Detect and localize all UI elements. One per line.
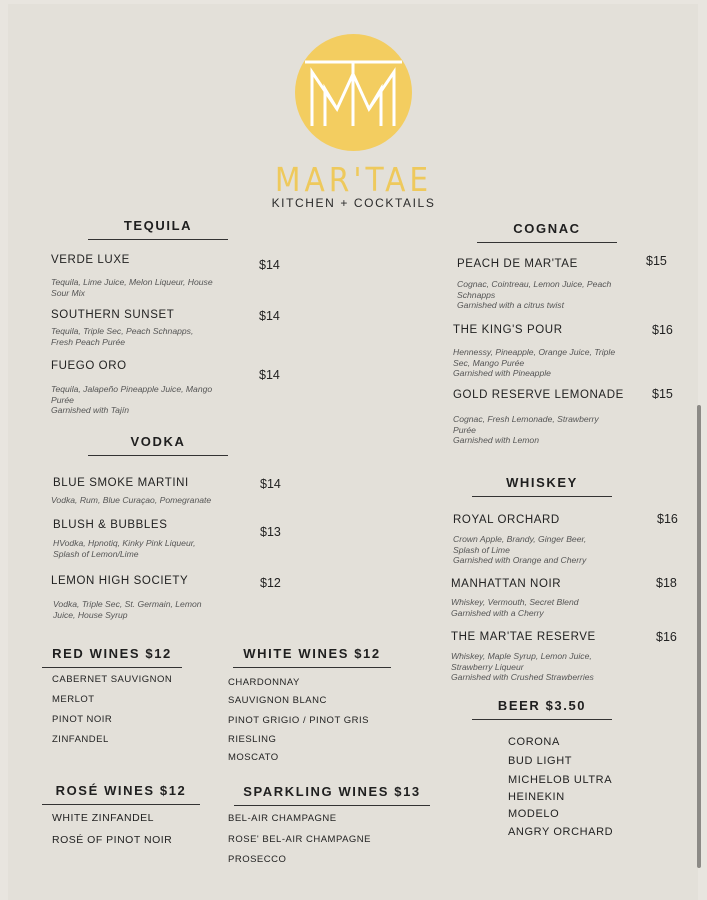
menu-item-desc: Crown Apple, Brandy, Ginger Beer, Splash of Lime Garnished with Orange and Cherry (453, 534, 587, 565)
menu-item-name: VERDE LUXE (51, 254, 130, 266)
beer-heading: BEER $3.50 (472, 698, 612, 720)
wine-item: BEL-AIR CHAMPAGNE (228, 813, 337, 824)
menu-item-price: $15 (646, 254, 667, 268)
menu-item-price: $18 (656, 576, 677, 590)
brand-logo-icon (295, 34, 412, 151)
menu-item-name: THE MAR'TAE RESERVE (451, 631, 596, 643)
beer-item: MICHELOB ULTRA (508, 774, 613, 786)
menu-item-price: $16 (657, 512, 678, 526)
beer-item: ANGRY ORCHARD (508, 826, 614, 838)
menu-item-name: BLUE SMOKE MARTINI (53, 477, 189, 489)
menu-item-price: $13 (260, 525, 281, 539)
menu-item-price: $15 (652, 387, 673, 401)
beer-item: CORONA (508, 736, 560, 748)
vodka-heading: VODKA (88, 434, 228, 456)
menu-item-desc: Cognac, Cointreau, Lemon Juice, Peach Schnapps Garnished with a citrus twist (457, 279, 612, 310)
beer-item: HEINEKIN (508, 791, 565, 803)
wine-item: ZINFANDEL (52, 734, 109, 745)
brand-tagline: KITCHEN + COCKTAILS (271, 196, 436, 210)
red-wines-heading: RED WINES $12 (42, 646, 182, 668)
sparkling-wines-heading: SPARKLING WINES $13 (234, 784, 430, 806)
white-wines-heading: WHITE WINES $12 (233, 646, 391, 668)
menu-item-desc: Whiskey, Vermouth, Secret Blend Garnished with a Cherry (451, 597, 579, 618)
wine-item: PROSECCO (228, 854, 287, 865)
wine-item: PINOT GRIGIO / PINOT GRIS (228, 715, 369, 726)
brand-name: MAR'TAE (274, 160, 433, 199)
menu-item-name: MANHATTAN NOIR (451, 578, 562, 590)
beer-item: MODELO (508, 808, 560, 820)
menu-item-desc: Tequila, Lime Juice, Melon Liqueur, House Sour Mix (51, 277, 213, 298)
menu-item-desc: Whiskey, Maple Syrup, Lemon Juice, Strawberry Liqueur Garnished with Crushed Strawberries (451, 651, 594, 682)
menu-item-name: LEMON HIGH SOCIETY (51, 575, 189, 587)
whiskey-heading: WHISKEY (472, 475, 612, 497)
menu-item-price: $12 (260, 576, 281, 590)
menu-item-name: PEACH DE MAR'TAE (457, 258, 578, 270)
menu-item-desc: HVodka, Hpnotiq, Kinky Pink Liqueur, Splash of Lemon/Lime (53, 538, 196, 559)
menu-item-desc: Vodka, Triple Sec, St. Germain, Lemon Juice, House Syrup (53, 599, 202, 620)
menu-item-desc: Tequila, Triple Sec, Peach Schnapps, Fresh Peach Purée (51, 326, 194, 347)
menu-item-price: $14 (260, 477, 281, 491)
scrollbar[interactable] (697, 405, 701, 868)
menu-item-desc: Vodka, Rum, Blue Curaçao, Pomegranate (51, 495, 212, 505)
menu-item-name: FUEGO ORO (51, 360, 127, 372)
menu-item-price: $14 (259, 368, 280, 382)
wine-item: ROSE' BEL-AIR CHAMPAGNE (228, 834, 371, 845)
rose-wines-heading: ROSÉ WINES $12 (42, 783, 200, 805)
cognac-heading: COGNAC (477, 221, 617, 243)
menu-item-price: $16 (652, 323, 673, 337)
menu-item-name: SOUTHERN SUNSET (51, 309, 175, 321)
beer-item: BUD LIGHT (508, 755, 573, 767)
wine-item: MERLOT (52, 694, 95, 705)
menu-item-name: BLUSH & BUBBLES (53, 519, 168, 531)
menu-item-price: $14 (259, 258, 280, 272)
menu-item-price: $16 (656, 630, 677, 644)
menu-item-desc: Hennessy, Pineapple, Orange Juice, Triple Sec, Mango Purée Garnished with Pineapple (453, 347, 616, 378)
wine-item: CHARDONNAY (228, 677, 300, 688)
menu-item-price: $14 (259, 309, 280, 323)
menu-item-name: THE KING'S POUR (453, 324, 563, 336)
wine-item: WHITE ZINFANDEL (52, 812, 155, 824)
menu-item-desc: Tequila, Jalapeño Pineapple Juice, Mango Purée Garnished with Tajín (51, 384, 213, 415)
wine-item: ROSÉ OF PINOT NOIR (52, 834, 173, 846)
wine-item: RIESLING (228, 734, 277, 745)
wine-item: PINOT NOIR (52, 714, 113, 725)
menu-item-name: ROYAL ORCHARD (453, 514, 560, 526)
tequila-heading: TEQUILA (88, 218, 228, 240)
wine-item: CABERNET SAUVIGNON (52, 674, 173, 685)
wine-item: MOSCATO (228, 752, 279, 763)
wine-item: SAUVIGNON BLANC (228, 695, 327, 706)
menu-item-desc: Cognac, Fresh Lemonade, Strawberry Purée Garnished with Lemon (453, 414, 599, 445)
menu-item-name: GOLD RESERVE LEMONADE (453, 389, 624, 401)
